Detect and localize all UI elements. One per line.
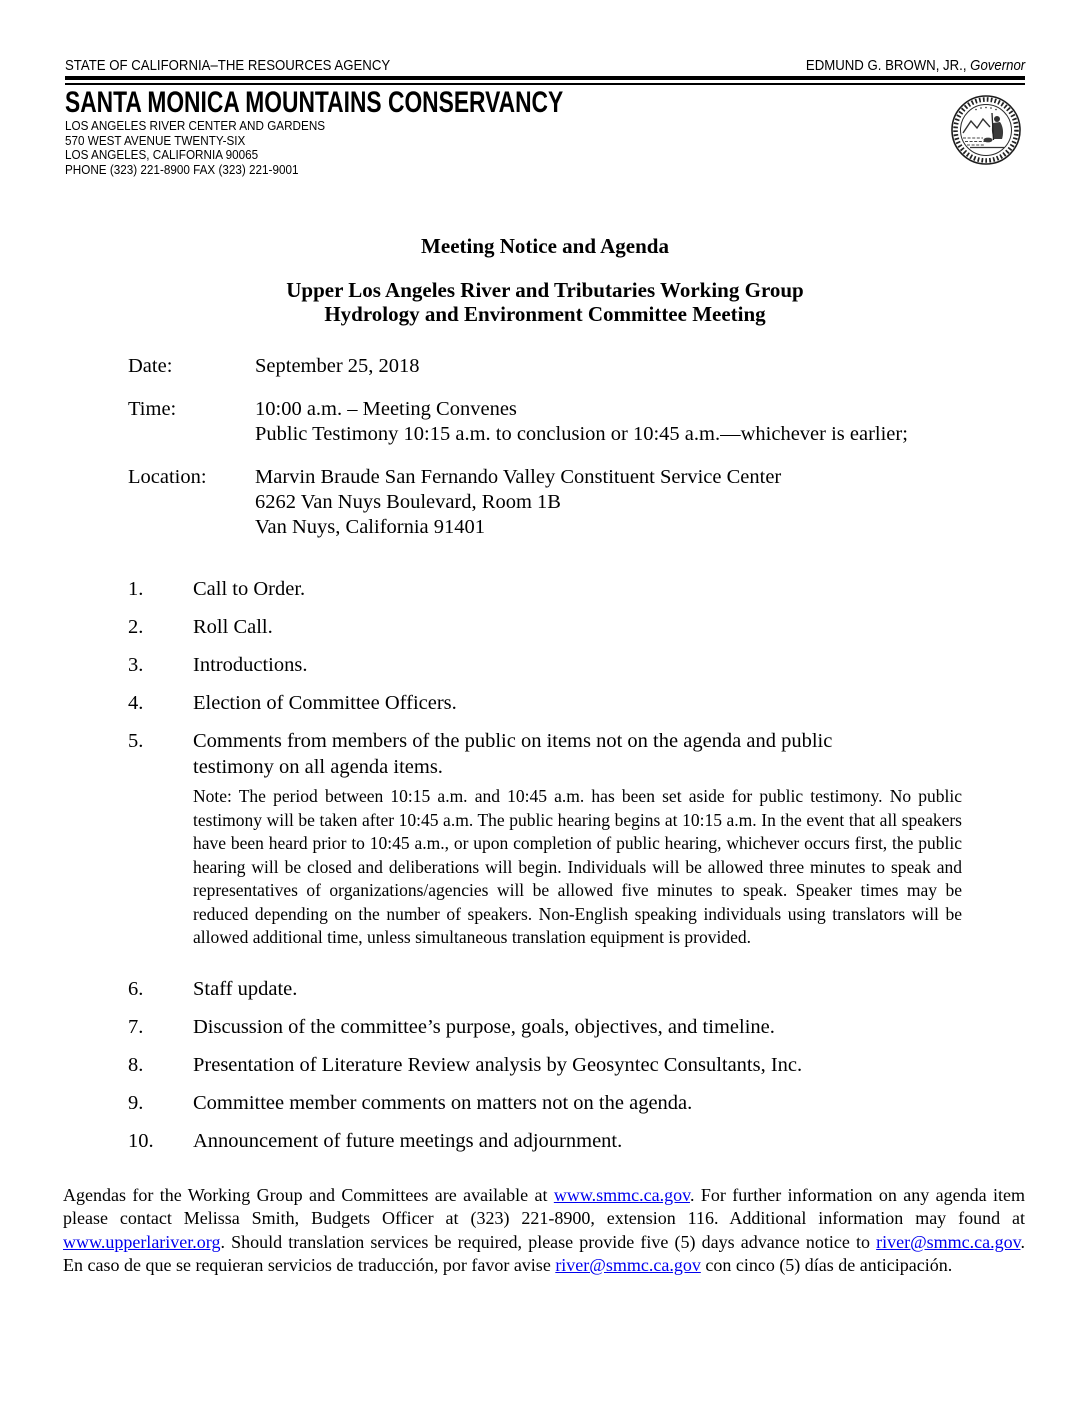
address-line: LOS ANGELES, CALIFORNIA 90065	[65, 147, 259, 162]
agenda-list	[65, 576, 1025, 1154]
footer-text: . Should translation services be required, please provide five (5) days advance notice to	[220, 1231, 877, 1252]
agenda-item-number: 4.	[128, 692, 144, 714]
agenda-item-text: Roll Call.	[193, 616, 273, 638]
organization-name: SANTA MONICA MOUNTAINS CONSERVANCY	[65, 86, 564, 119]
time-line-1: 10:00 a.m. – Meeting Convenes	[255, 398, 517, 420]
link-river-email-2[interactable]: river@smmc.ca.gov	[555, 1255, 701, 1275]
agenda-item-text: Staff update.	[193, 977, 298, 1000]
footer-text: . En caso de que se requieran servicios de traducción, por favor avise	[63, 1231, 1025, 1275]
time-value	[255, 397, 1025, 447]
agenda-item-text: Discussion of the committee’s purpose, goals, objectives, and timeline.	[193, 1015, 775, 1038]
address-line: PHONE (323) 221-8900 FAX (323) 221-9001	[65, 161, 299, 177]
time-line-2: Public Testimony 10:15 a.m. to conclusion or 10:45 a.m.—whichever is earlier;	[255, 423, 908, 445]
location-line-1: Marvin Braude San Fernando Valley Constituent Service Center	[255, 466, 782, 488]
detail-row-time	[128, 397, 1025, 447]
address-block	[65, 119, 1025, 177]
agenda-item-text: Announcement of future meetings and adjournment.	[193, 1129, 623, 1152]
page-title: Meeting Notice and Agenda	[421, 234, 669, 258]
masthead	[0, 0, 1088, 177]
double-rule-divider	[65, 76, 1025, 85]
location-label: Location:	[128, 466, 207, 488]
agency-line: STATE OF CALIFORNIA–THE RESOURCES AGENCY	[65, 57, 391, 74]
date-value: September 25, 2018	[255, 355, 420, 377]
agenda-item-number: 3.	[128, 654, 144, 676]
subtitle-line-1: Upper Los Angeles River and Tributaries Working Group	[286, 278, 804, 302]
link-smmc-website[interactable]: www.smmc.ca.gov	[553, 1184, 690, 1205]
public-testimony-note: Note: The period between 10:15 a.m. and 10:45 a.m. has been set aside for public testimony. No public testimony will be taken after 10:45 a.m. The public hearing begins at 10:15 a.m. In the event that all speakers have been heard prior to 10:45 a.m., or upon completion of public hearing, whichever occurs first, the public hearing will be closed and deliberations will begin. Individuals will be allowed three minutes to speak and representatives of organizations/agencies will be allowed five minutes to speak. Speaker times may be reduced depending on the number of speakers. Non-English speaking individuals using translators will be allowed additional time, unless simultaneous translation equipment is provided.	[193, 786, 962, 947]
meeting-subtitle	[65, 278, 1025, 326]
agenda-item-7	[128, 1014, 1025, 1040]
link-upperlariver-website[interactable]: www.upperlariver.org	[63, 1231, 221, 1252]
subtitle-line-2: Hydrology and Environment Committee Meeting	[324, 302, 766, 326]
agenda-item-number: 6.	[128, 977, 144, 1000]
meeting-details	[128, 354, 1025, 540]
agenda-item-text: Call to Order.	[193, 578, 306, 600]
agenda-item-number: 2.	[128, 616, 144, 638]
governor-line	[776, 58, 1025, 74]
agenda-item-text: Introductions.	[193, 654, 308, 676]
location-line-3: Van Nuys, California 91401	[255, 516, 486, 538]
agenda-item-5	[128, 728, 1025, 964]
detail-row-date	[128, 354, 1025, 379]
governor-title: Governor	[969, 57, 1025, 74]
detail-row-location	[128, 465, 1025, 540]
agenda-item-number: 5.	[128, 730, 144, 752]
agenda-item-text: Comments from members of the public on items not on the agenda and public testimony on all agenda items.	[193, 730, 833, 778]
agenda-item-8	[128, 1052, 1025, 1078]
agenda-item-4	[128, 690, 1025, 716]
agenda-item-text: Committee member comments on matters not on the agenda.	[193, 1091, 693, 1114]
agenda-item-text: Election of Committee Officers.	[193, 692, 457, 714]
location-line-2: 6262 Van Nuys Boulevard, Room 1B	[255, 491, 561, 513]
agenda-item-9	[128, 1090, 1025, 1116]
agenda-item-1	[128, 576, 1025, 602]
governor-name: EDMUND G. BROWN, JR.,	[805, 57, 967, 74]
agenda-item-2	[128, 614, 1025, 640]
address-line: LOS ANGELES RIVER CENTER AND GARDENS	[65, 118, 326, 133]
agenda-item-number: 8.	[128, 1053, 144, 1076]
agenda-item-number: 9.	[128, 1091, 144, 1114]
agenda-item-10	[128, 1128, 1025, 1154]
agenda-item-number: 1.	[128, 578, 144, 600]
address-line: 570 WEST AVENUE TWENTY-SIX	[65, 132, 246, 148]
agenda-item-3	[128, 652, 1025, 678]
footer-text: Agendas for the Working Group and Committees are available at	[63, 1184, 554, 1205]
time-label: Time:	[128, 398, 177, 420]
agenda-item-6	[128, 976, 1025, 1002]
date-label: Date:	[128, 355, 173, 377]
link-river-email[interactable]: river@smmc.ca.gov	[876, 1231, 1021, 1252]
agenda-item-number: 10.	[128, 1129, 154, 1152]
document-body	[0, 234, 1088, 1154]
footer-text: . For further information on any agenda item please contact Melissa Smith, Budgets Officer at (323) 221-8900, extension 116. Additional information may found at	[63, 1184, 1025, 1228]
california-state-seal-icon	[950, 94, 1022, 166]
location-value	[255, 465, 1025, 540]
agenda-item-number: 7.	[128, 1015, 144, 1038]
agenda-item-text: Presentation of Literature Review analysis by Geosyntec Consultants, Inc.	[193, 1053, 803, 1076]
footer-paragraph	[63, 1184, 1025, 1278]
footer-text: con cinco (5) días de anticipación.	[700, 1255, 953, 1275]
